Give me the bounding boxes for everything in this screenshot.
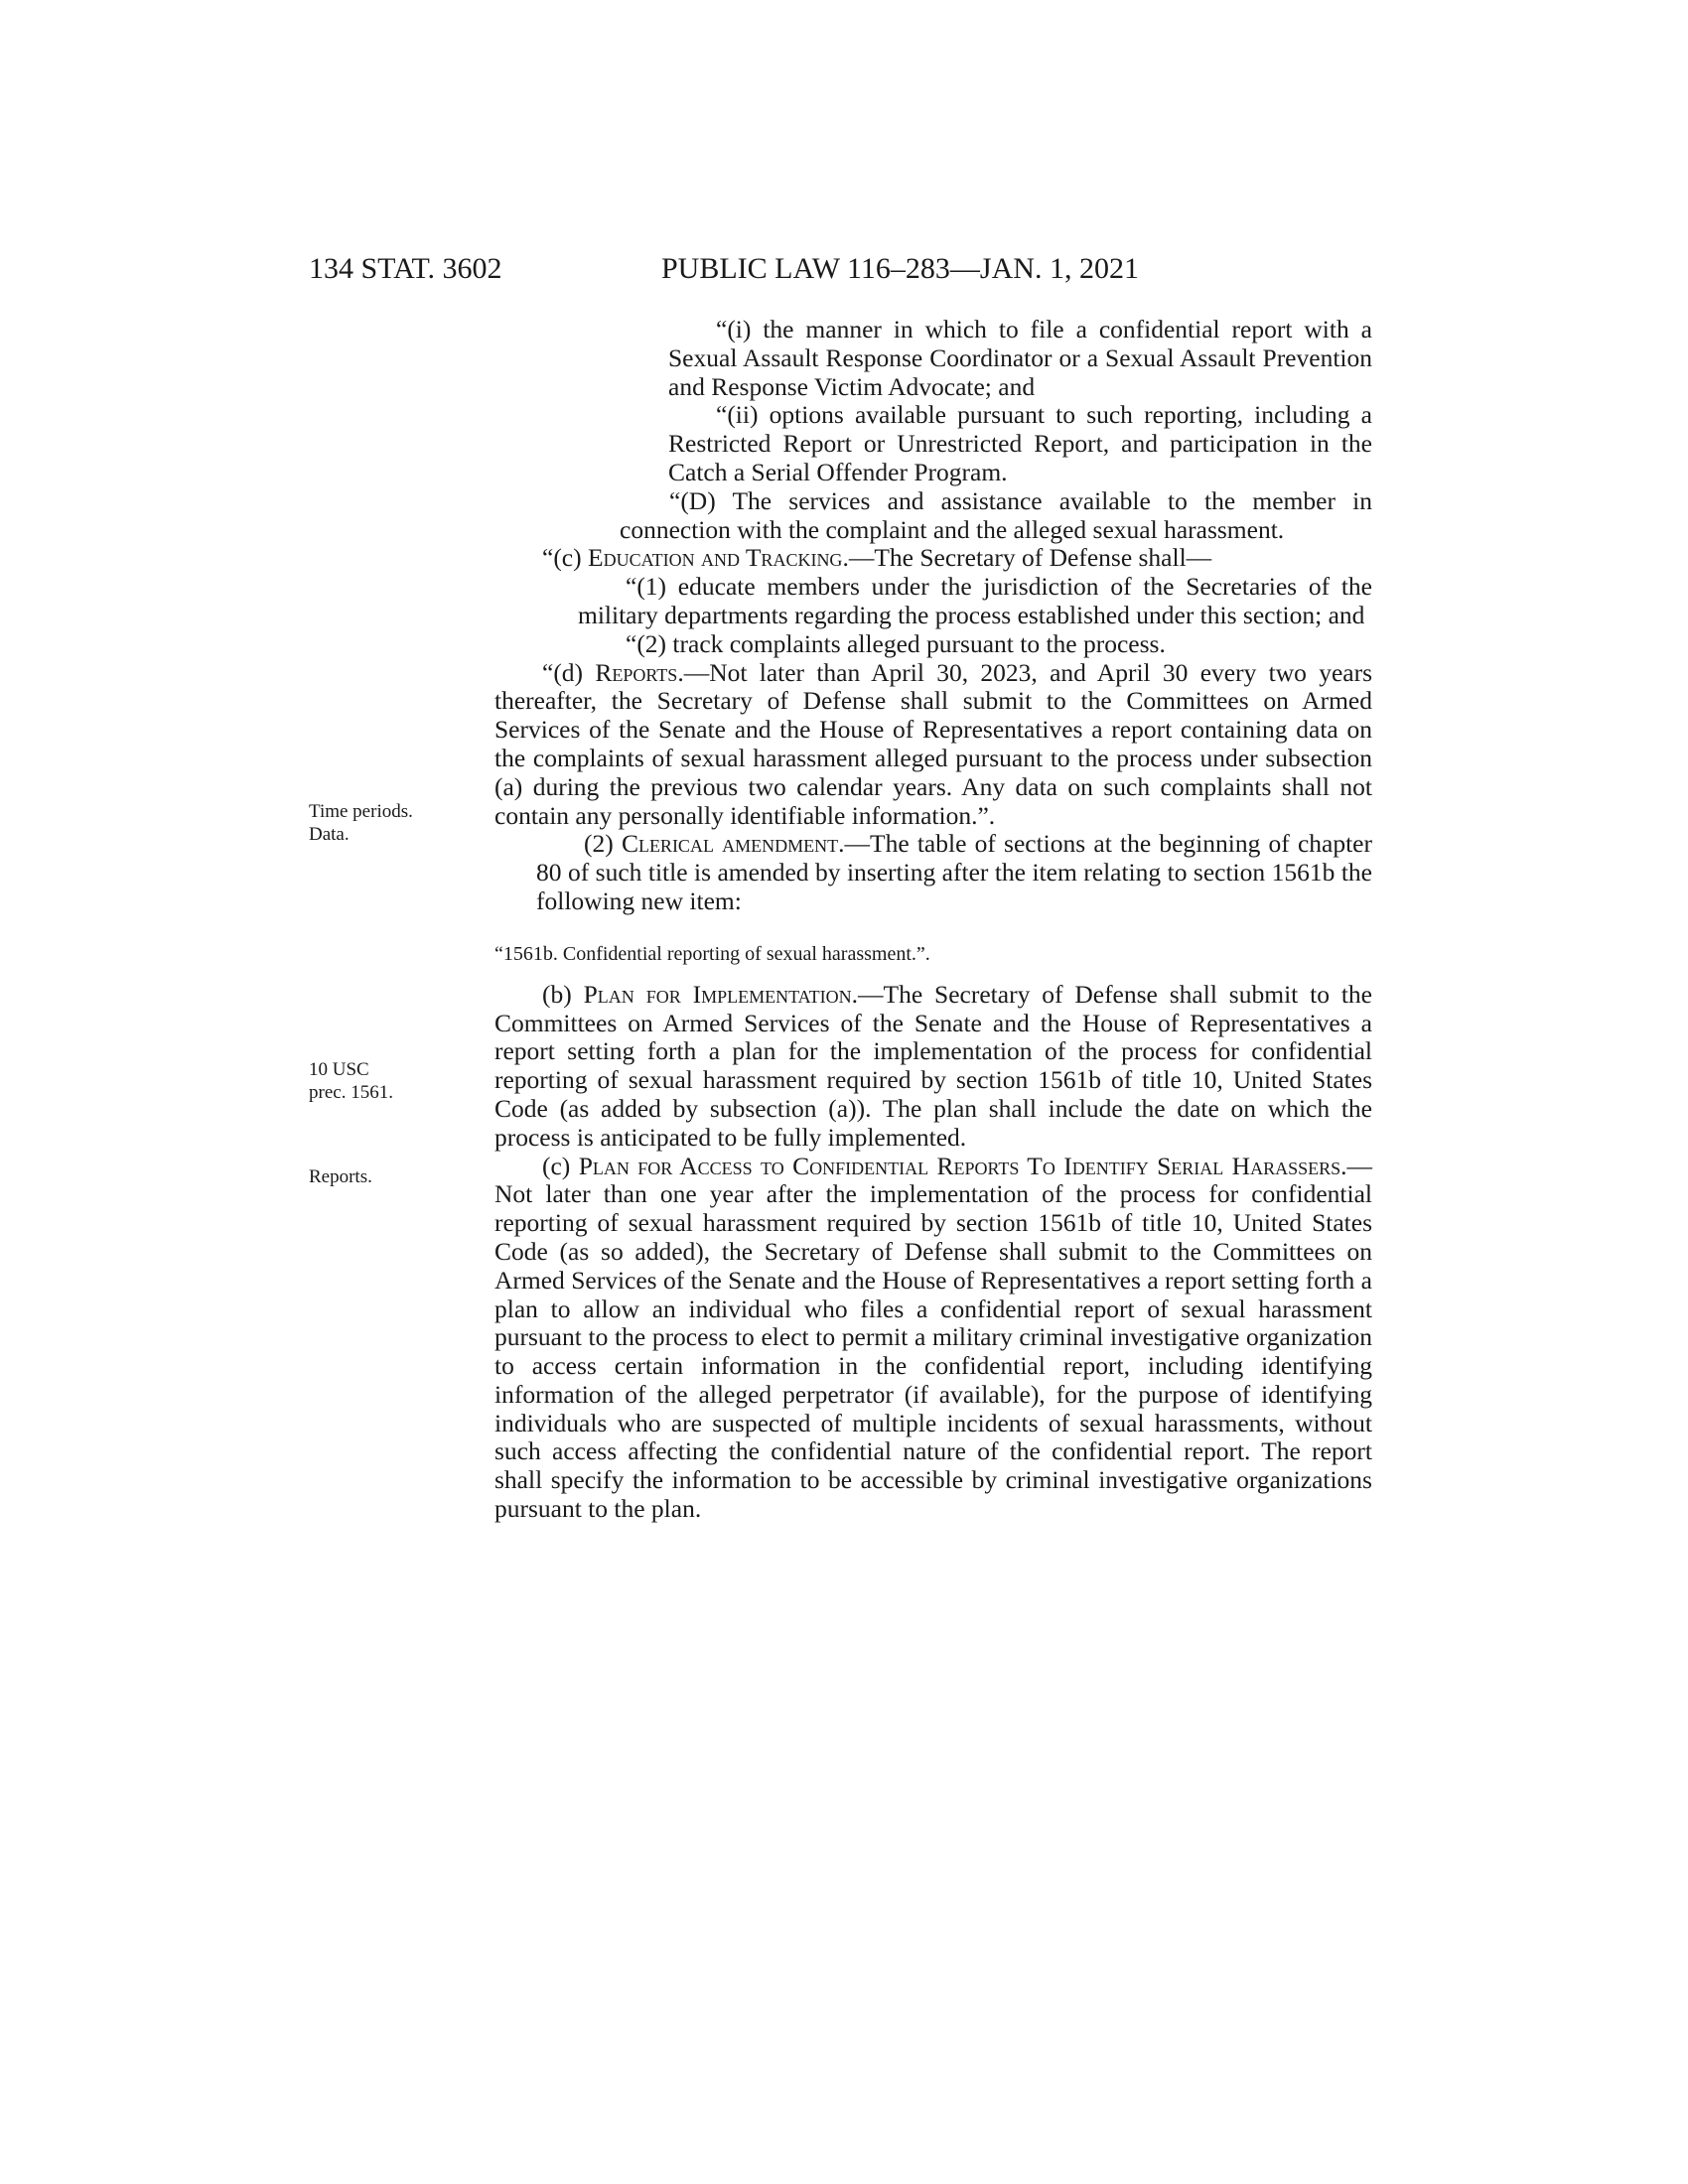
paragraph-subsection-d (494, 659, 1372, 831)
subsection-c-text: .—The Secretary of Defense shall— (842, 543, 1212, 573)
subsection-c2-prefix: (c) (542, 1151, 579, 1180)
subsection-c2-heading: Plan for Access to Confidential Reports To Identify Serial Harassers (578, 1151, 1341, 1180)
margin-note-usc: 10 USC (309, 1059, 369, 1080)
margin-note-reports: Reports. (309, 1166, 372, 1187)
clerical-text: .—The table of sections at the beginning of chapter 80 of such title is amended by inserting after the item relating to section 1561b the following new item: (536, 829, 1372, 915)
subsection-d-text: .—Not later than April 30, 2023, and April 30 every two years thereafter, the Secretary of Defense shall submit to the Committees on Armed Services of the Senate and the House of Representatives a report containing data on the complaints of sexual harassment alleged pursuant to the process under subsection (a) during the previous two calendar years. Any data on such complaints shall not contain any personally identifiable information.”. (494, 657, 1372, 830)
body-text (494, 316, 1372, 1524)
paragraph-clause-ii: “(ii) options available pursuant to such reporting, including a Restricted Report or Unrestricted Report, and participation in the Catch a Serial Offender Program. (668, 400, 1372, 486)
paragraph-subsection-c (494, 544, 1372, 573)
subsection-c-prefix: “(c) (542, 543, 588, 573)
subsection-d-prefix: “(d) (542, 657, 596, 687)
clerical-heading: Clerical amendment (621, 829, 839, 859)
running-header: PUBLIC LAW 116–283—JAN. 1, 2021 (661, 252, 1139, 285)
subsection-d-heading: Reports (595, 657, 678, 687)
paragraph-clerical-amendment (494, 830, 1372, 915)
paragraph-subsection-b (494, 981, 1372, 1153)
clerical-prefix: (2) (584, 829, 622, 859)
subsection-b-heading: Plan for Implementation (583, 979, 852, 1009)
table-of-sections-item: “1561b. Confidential reporting of sexual harassment.”. (494, 942, 930, 965)
subsection-b-prefix: (b) (542, 979, 584, 1009)
paragraph-item-2: “(2) track complaints alleged pursuant to the process. (626, 628, 1166, 658)
subsection-b-text: .—The Secretary of Defense shall submit to the Committees on Armed Services of the Senate and the House of Representatives a report setting forth a plan for the implementation of the process for confidential reporting of sexual harassment required by section 1561b of title 10, United States Code (as added by subsection (a)). The plan shall include the date on which the process is anticipated to be fully implemented. (494, 979, 1372, 1152)
subsection-c2-text: .—Not later than one year after the implementation of the process for confidential reporting of sexual harassment required by section 1561b of title 10, United States Code (as so added), the Secretary of Defense shall submit to the Committees on Armed Services of the Senate and the House of Representatives a report setting forth a plan to allow an individual who files a confidential report of sexual harassment pursuant to the process to elect to permit a military criminal investigative organization to access certain information in the confidential report, including identifying information of the alleged perpetrator (if available), for the purpose of identifying individuals who are suspected of multiple incidents of sexual harassments, without such access affecting the confidential nature of the confidential report. The report shall specify the information to be accessible by criminal investigative organizations pursuant to the plan. (494, 1151, 1372, 1524)
page-stat-number: 134 STAT. 3602 (309, 252, 502, 285)
subsection-c-heading: Education and Tracking (588, 543, 843, 573)
paragraph-clause-i: “(i) the manner in which to file a confidential report with a Sexual Assault Response Coordinator or a Sexual Assault Prevention and Response Victim Advocate; and (668, 315, 1372, 401)
paragraph-subpara-d: “(D) The services and assistance available to the member in connection with the complaint and the alleged sexual harassment. (620, 485, 1372, 544)
margin-note-data: Data. (309, 824, 350, 845)
paragraph-subsection-c-plan (494, 1153, 1372, 1524)
margin-note-prec: prec. 1561. (309, 1082, 393, 1103)
margin-note-time-periods: Time periods. (309, 801, 413, 822)
paragraph-item-1: “(1) educate members under the jurisdiction of the Secretaries of the military departments regarding the process established under this section; and (578, 572, 1372, 629)
